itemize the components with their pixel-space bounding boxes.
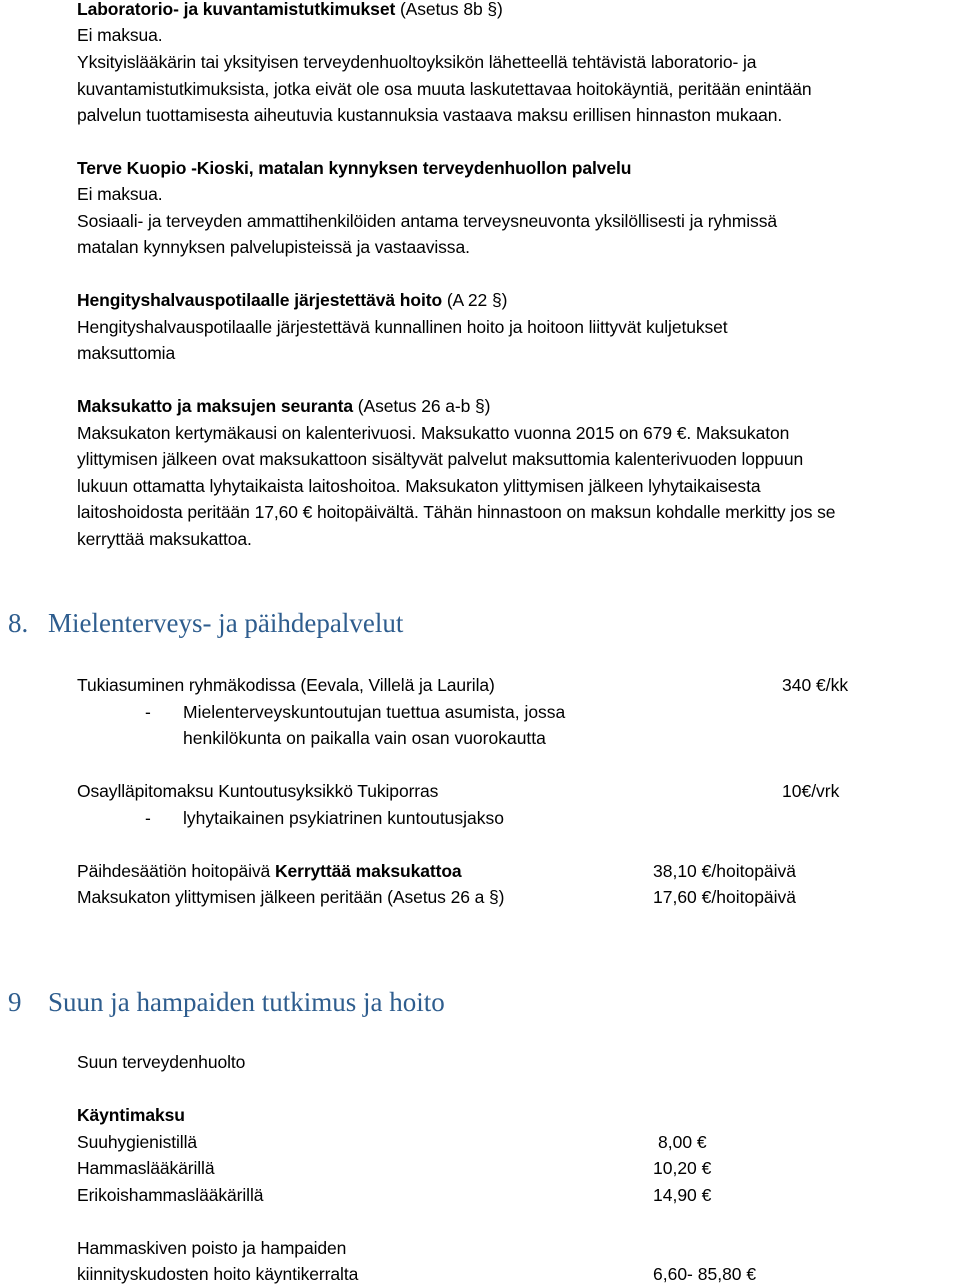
fee-row-price: 8,00 € <box>658 1132 707 1152</box>
maksukatto-line-2: ylittymisen jälkeen ovat maksukattoon sisältyvät palvelut maksuttomia kalenterivuoden loppuun <box>77 449 804 469</box>
maksukatto-line-3: lukuun ottamatta lyhytaikaista laitoshoitoa. Maksukaton ylittymisen jälkeen lyhytaikaisesta <box>77 476 761 496</box>
ylitys-price: 17,60 €/hoitopäivä <box>653 887 797 907</box>
hammaskivi-price: 6,60- 85,80 € <box>653 1264 757 1284</box>
hengitys-ref: (A 22 §) <box>442 290 508 310</box>
tuki-label: Tukiasuminen ryhmäkodissa (Eevala, Villelä ja Laurila) <box>77 675 495 695</box>
paihde-label: Päihdesäätiön hoitopäivä <box>77 861 275 881</box>
suun-terveydenhuolto: Suun terveydenhuolto <box>77 1052 246 1072</box>
lab-line-2: Yksityislääkärin tai yksityisen terveydenhuoltoyksikön lähetteellä tehtävistä laboratorio- ja <box>77 52 757 72</box>
maksukatto-title: Maksukatto ja maksujen seuranta <box>77 396 354 416</box>
paihde-price: 38,10 €/hoitopäivä <box>653 861 797 881</box>
fee-row-price: 14,90 € <box>653 1185 712 1205</box>
fee-row-label: Suuhygienistillä <box>77 1132 198 1152</box>
section-9-title: Suun ja hampaiden tutkimus ja hoito <box>48 987 445 1017</box>
lab-line-3: kuvantamistutkimuksista, jotka eivät ole osa muuta laskutettavaa hoitokäyntiä, peritään enintään <box>77 79 812 99</box>
hengitys-title: Hengityshalvauspotilaalle järjestettävä hoito <box>77 290 443 310</box>
section-8-title: Mielenterveys- ja päihdepalvelut <box>48 608 404 638</box>
kioski-line-2: Sosiaali- ja terveyden ammattihenkilöiden antama terveysneuvonta yksilöllisesti ja ryhmissä <box>77 211 777 231</box>
hammaskivi-line-2: kiinnityskudosten hoito käyntikerralta <box>77 1264 359 1284</box>
section-8-heading <box>8 606 403 640</box>
lab-ref: (Asetus 8b §) <box>395 0 503 19</box>
osa-label: Osaylläpitomaksu Kuntoutusyksikkö Tukiporras <box>77 781 439 801</box>
kioski-title: Terve Kuopio -Kioski, matalan kynnyksen terveydenhuollon palvelu <box>77 158 632 178</box>
osa-dash: - <box>145 808 151 828</box>
lab-title: Laboratorio- ja kuvantamistutkimukset <box>77 0 396 19</box>
lab-heading <box>77 0 503 20</box>
maksukatto-line-4: laitoshoidosta peritään 17,60 € hoitopäivältä. Tähän hinnastoon on maksun kohdalle merkitty jos se <box>77 502 836 522</box>
osa-price: 10€/vrk <box>782 781 840 801</box>
kioski-line-1: Ei maksua. <box>77 184 163 204</box>
fee-row-label: Hammaslääkärillä <box>77 1158 215 1178</box>
lab-line-1: Ei maksua. <box>77 25 163 45</box>
paihde-row <box>77 860 462 882</box>
maksukatto-line-5: kerryttää maksukattoa. <box>77 529 252 549</box>
kioski-line-3: matalan kynnyksen palvelupisteissä ja vastaavissa. <box>77 237 470 257</box>
hengitys-line-2: maksuttomia <box>77 343 176 363</box>
lab-line-4: palvelun tuottamisesta aiheutuvia kustannuksia vastaava maksu erillisen hinnaston mukaan. <box>77 105 783 125</box>
tuki-dash: - <box>145 702 151 722</box>
fee-row-label: Erikoishammaslääkärillä <box>77 1185 264 1205</box>
hengitys-line-1: Hengityshalvauspotilaalle järjestettävä kunnallinen hoito ja hoitoon liittyvät kuljetukset <box>77 317 728 337</box>
tuki-price: 340 €/kk <box>782 675 849 695</box>
section-9-number: 9 <box>8 987 22 1017</box>
maksukatto-heading <box>77 395 490 417</box>
kayntimaksu-title: Käyntimaksu <box>77 1105 185 1125</box>
paihde-bold: Kerryttää maksukattoa <box>274 861 462 881</box>
section-9-heading <box>8 985 445 1019</box>
hengitys-heading <box>77 289 507 311</box>
tuki-sub-1: Mielenterveyskuntoutujan tuettua asumista, jossa <box>183 702 566 722</box>
maksukatto-line-1: Maksukaton kertymäkausi on kalenterivuosi. Maksukatto vuonna 2015 on 679 €. Maksukaton <box>77 423 790 443</box>
tuki-sub-2: henkilökunta on paikalla vain osan vuorokautta <box>183 728 546 748</box>
ylitys-label: Maksukaton ylittymisen jälkeen peritään (Asetus 26 a §) <box>77 887 505 907</box>
osa-sub-1: lyhytaikainen psykiatrinen kuntoutusjakso <box>183 808 505 828</box>
hammaskivi-line-1: Hammaskiven poisto ja hampaiden <box>77 1238 347 1258</box>
section-8-number: 8. <box>8 608 29 638</box>
maksukatto-ref: (Asetus 26 a-b §) <box>353 396 491 416</box>
fee-row-price: 10,20 € <box>653 1158 712 1178</box>
